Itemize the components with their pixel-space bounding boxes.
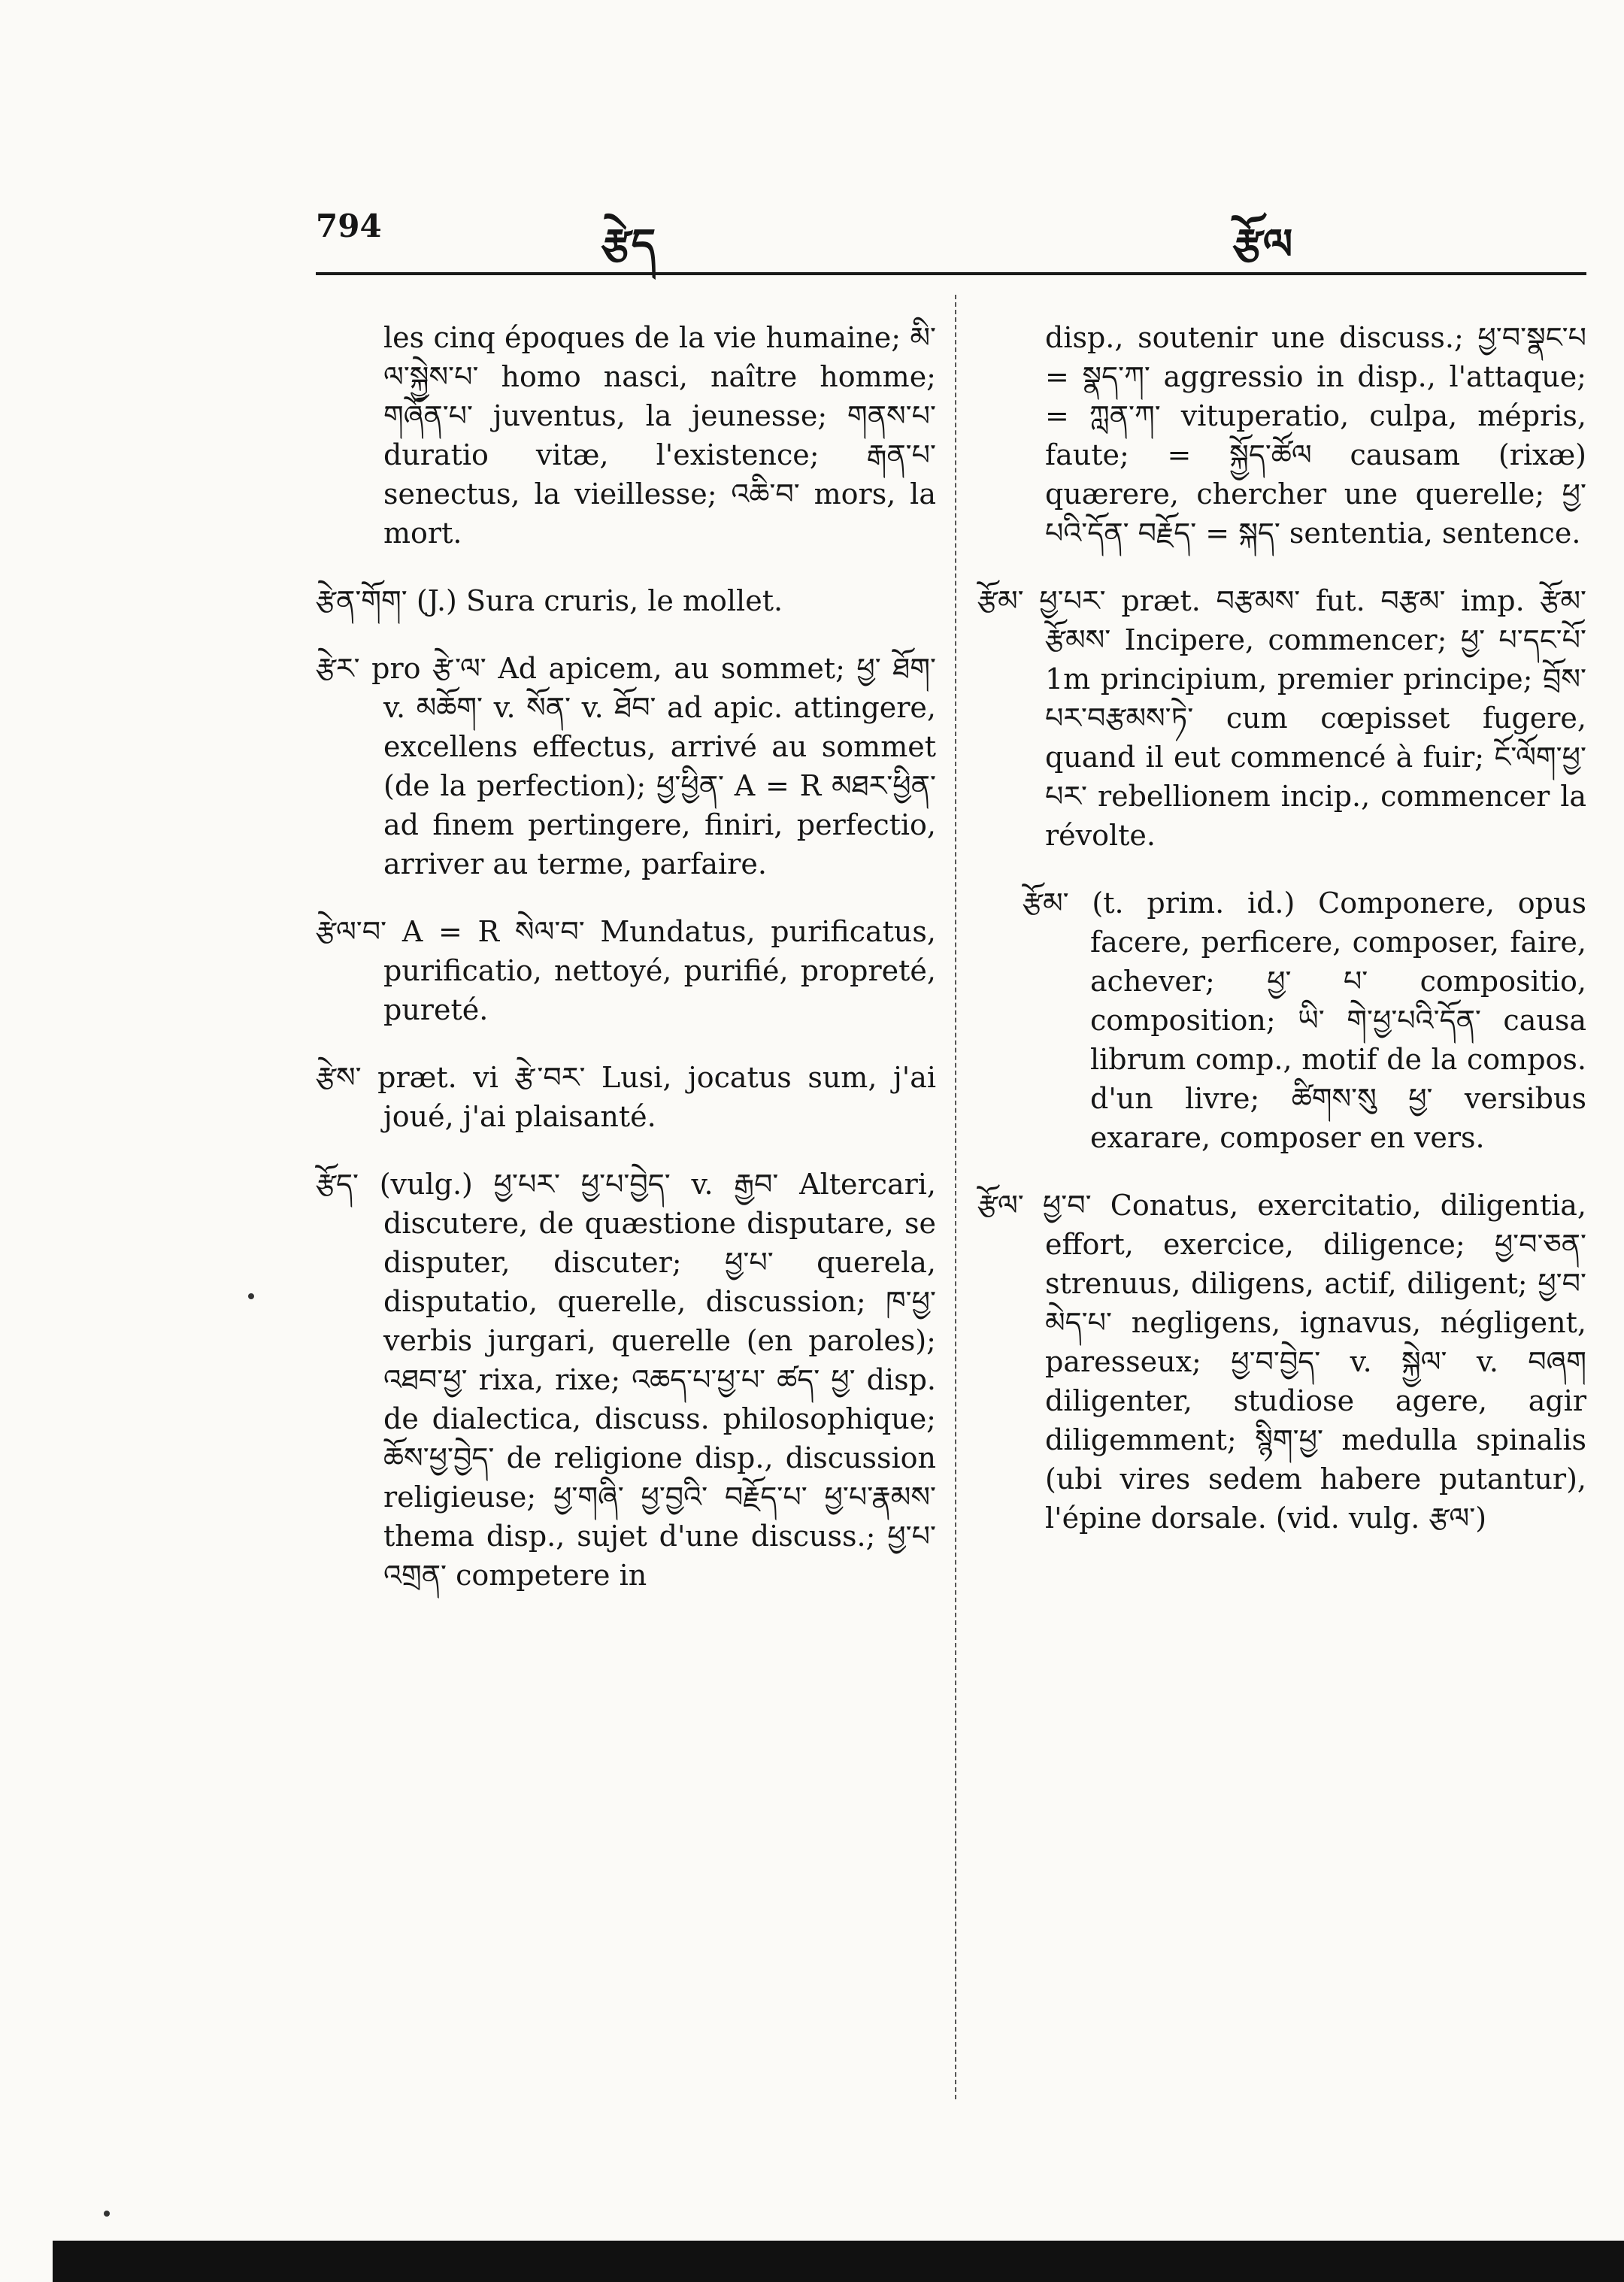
dictionary-entry: disp., soutenir une discuss.; ཕྱ་བ་སྣང་པ = སྣད་ཀ་ aggressio in disp., l'attaque; = ཀླན་ཀ་ vituperatio, culpa, mépris, faute; = སྐྱོད་ཚོལ causam (rixæ) quærere, chercher une querelle; ཕྱ་པའི་དོན་ བརྗོད་ = སྐད་ sententia, sentence. — [1045, 321, 1586, 550]
dictionary-entry: རྩེར་ pro རྩེ་ལ་ Ad apicem, au sommet; ཕྱ་ ཐོག་ v. མཆོག་ v. སོན་ v. ཐོབ་ ad apic. attingere, excellens effectus, arrivé au sommet (de la perfection); ཕྱ་ཕྱིན་ A = R མཐར་ཕྱིན་ ad finem pertingere, finiri, perfectio, arriver au terme, parfaire. — [316, 652, 936, 880]
right-column — [977, 289, 1586, 1548]
left-column — [316, 289, 936, 1605]
header-rule — [316, 272, 1586, 275]
page-header — [316, 197, 1586, 280]
dictionary-entry: རྩེལ་བ་ A = R སེལ་བ་ Mundatus, purificatus, purificatio, nettoyé, purifié, propreté, pureté. — [316, 915, 936, 1026]
left-headword: རྩེད — [601, 220, 656, 269]
speck — [104, 2211, 110, 2217]
column-divider — [955, 295, 956, 2099]
scan-edge-bar — [53, 2241, 1624, 2282]
dictionary-entry: རྩེན་གོག་ (J.) Sura cruris, le mollet. — [316, 584, 783, 617]
dictionary-entry: རྩོལ་ ཕྱ་བ་ Conatus, exercitatio, diligentia, effort, exercice, diligence; ཕྱ་བ་ཅན་ strenuus, diligens, actif, diligent; ཕྱ་བ་ མེད་པ་ negligens, ignavus, négligent, paresseux; ཕྱ་བ་བྱེད་ v. སྐྱེལ་ v. བཞག diligenter, studiose agere, agir diligemment; སྙིག་ཕྱ་ medulla spinalis (ubi vires sedem habere putantur), l'épine dorsale. (vid. vulg. རྩལ་) — [977, 1189, 1586, 1535]
dictionary-entry: les cinq époques de la vie humaine; མི་ལ་སྐྱེས་པ་ homo nasci, naître homme; གཞོན་པ་ juventus, la jeunesse; གནས་པ་ duratio vitæ, l'existence; རྒན་པ་ senectus, la vieillesse; འཆི་བ་ mors, la mort. — [383, 321, 936, 550]
dictionary-entry: རྩོམ་ ཕྱ་པར་ præt. བརྩམས་ fut. བརྩམ་ imp. རྩོམ་ རྩོམས་ Incipere, commencer; ཕྱ་ པ་དང་པོ་ 1m principium, premier principe; བྲོས་པར་བརྩམས་ཏེ་ cum cœpisset fugere, quand il eut commencé à fuir; ངོ་ལོག་ཕྱ་པར་ rebellionem incip., commencer la révolte. — [977, 584, 1586, 852]
dictionary-entry: རྩེས་ præt. vi རྩེ་བར་ Lusi, jocatus sum, j'ai joué, j'ai plaisanté. — [316, 1061, 936, 1133]
dictionary-entry: རྩོད་ (vulg.) ཕྱ་པར་ ཕྱ་པ་བྱེད་ v. རྒྱབ་ Altercari, discutere, de quæstione disputare, se disputer, discuter; ཕྱ་པ་ querela, disputatio, querelle, discussion; ཁ་ཕྱ་ verbis jurgari, querelle (en paroles); འཐབ་ཕྱ་ rixa, rixe; འཆད་པ་ཕྱ་པ་ ཚད་ ཕྱ་ disp. de dialectica, discuss. philosophique; ཆོས་ཕྱ་བྱེད་ de religione disp., discussion religieuse; ཕྱ་གཞི་ ཕྱ་བྱའི་ བརྗོད་པ་ ཕྱ་པ་རྣམས་ thema disp., sujet d'une discuss.; ཕྱ་པ་འགྲན་ competere in — [316, 1168, 936, 1592]
speck — [248, 1293, 254, 1299]
dictionary-subentry: རྩོམ་ (t. prim. id.) Componere, opus facere, perficere, composer, faire, achever; ཕྱ་ པ་ compositio, composition; ཡི་ གེ་ཕྱ་པའི་དོན་ causa librum comp., motif de la compos. d'un livre; ཚིགས་སུ ཕྱ་ versibus exarare, composer en vers. — [1023, 886, 1586, 1154]
right-headword: རྩོལ — [1233, 220, 1293, 269]
page-number: 794 — [316, 208, 382, 244]
